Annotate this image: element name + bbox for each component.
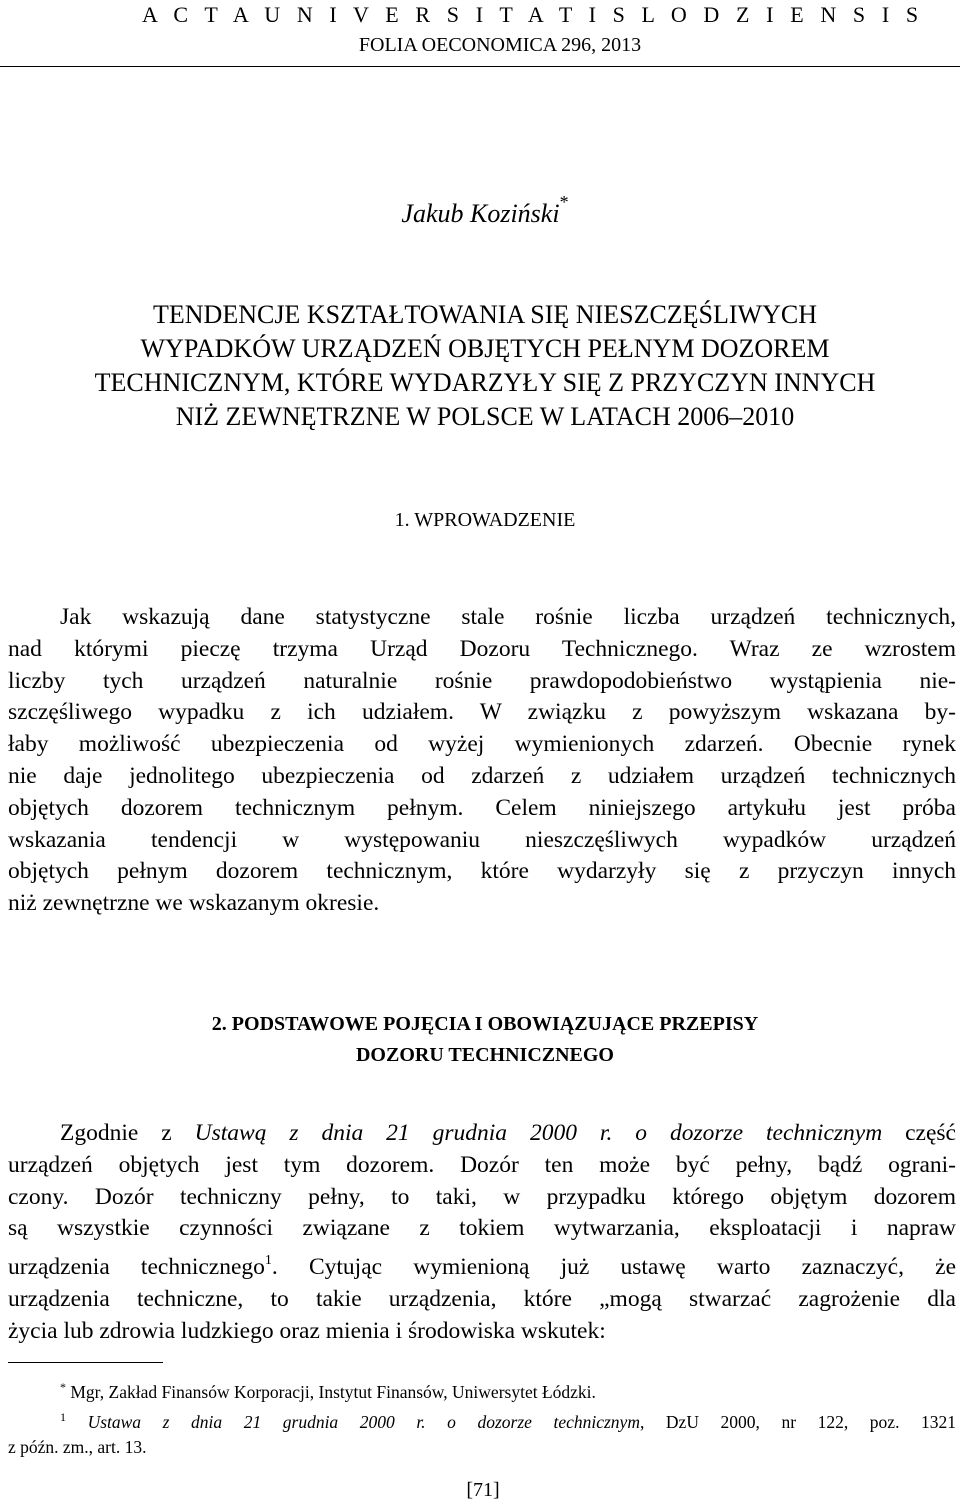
title-line: NIŻ ZEWNĘTRZNE W POLSCE W LATACH 2006–2010	[175, 402, 795, 431]
journal-name: A C T A U N I V E R S I T A T I S L O D Z I E N S I S	[142, 2, 924, 27]
footnote-1	[8, 1405, 956, 1435]
header-rule	[0, 66, 960, 67]
definitions-paragraph	[8, 1118, 956, 1348]
section-heading-definitions	[0, 1009, 960, 1071]
text-line: urządzeń objętych jest tym dozorem. Dozór ten może być pełny, bądź ograni-	[8, 1151, 956, 1178]
author-name: Jakub Koziński	[401, 199, 560, 228]
text-line: urządzenia techniczne, to takie urządzenia, które „mogą stwarzać zagrożenie dla	[8, 1285, 956, 1312]
footnote-text: Mgr, Zakład Finansów Korporacji, Instytut Finansów, Uniwersytet Łódzki.	[70, 1382, 596, 1402]
title-line: TECHNICZNYM, KTÓRE WYDARZYŁY SIĘ Z PRZYCZYN INNYCH	[94, 368, 876, 397]
heading-line: DOZORU TECHNICZNEGO	[355, 1044, 614, 1066]
text-span: część	[882, 1120, 956, 1146]
text-line: objętych dozorem technicznym pełnym. Celem niniejszego artykułu jest próba	[8, 794, 956, 821]
text-line: czony. Dozór techniczny pełny, to taki, w przypadku którego objętym dozorem	[8, 1183, 956, 1210]
text-span: Zgodnie z	[60, 1120, 195, 1146]
footnote-mark: *	[60, 1380, 66, 1394]
text-line: są wszystkie czynności związane z tokiem wytwarzania, eksploatacji i napraw	[8, 1215, 956, 1242]
text-line: objętych pełnym dozorem technicznym, które wydarzyły się z przyczyn innych	[8, 858, 956, 885]
text-span: . Cytując wymienioną już ustawę warto zaznaczyć, że	[271, 1254, 957, 1281]
footnote-mark: 1	[60, 1410, 66, 1424]
text-line: łaby możliwość ubezpieczenia od wyżej wymienionych zdarzeń. Obecnie rynek	[8, 731, 956, 758]
footnote-reference[interactable]: 1	[264, 1253, 272, 1269]
text-line: życia lub zdrowia ludzkiego oraz mienia i środowiska wskutek:	[8, 1317, 606, 1344]
text-line: niż zewnętrzne we wskazanym okresie.	[8, 890, 380, 917]
author	[0, 192, 960, 229]
footnote-text: , DzU 2000, nr 122, poz. 1321	[639, 1412, 957, 1432]
page-number: [71]	[466, 1479, 500, 1501]
text-line: nad którymi pieczę trzyma Urząd Dozoru Technicznego. Wraz ze wzrostem	[8, 635, 956, 662]
article-title	[0, 298, 960, 434]
footnote-author	[8, 1375, 956, 1405]
text-line: wskazania tendencji w występowaniu nieszczęśliwych wypadków urządzeń	[8, 826, 956, 853]
text-line: szczęśliwego wypadku z ich udziałem. W związku z powyższym wskazana by-	[8, 699, 956, 726]
title-line: TENDENCJE KSZTAŁTOWANIA SIĘ NIESZCZĘŚLIWYCH	[153, 300, 817, 329]
heading-line: 2. PODSTAWOWE POJĘCIA I OBOWIĄZUJĄCE PRZEPISY	[211, 1013, 759, 1035]
text-line	[8, 1245, 956, 1284]
statute-reference: Ustawą z dnia 21 grudnia 2000 r. o dozorze technicznym	[194, 1120, 883, 1146]
text-line: nie daje jednolitego ubezpieczenia od zdarzeń z udziałem urządzeń technicznych	[8, 762, 956, 789]
section-heading-introduction: 1. WPROWADZENIE	[394, 509, 576, 531]
footnote-rule	[8, 1362, 163, 1363]
title-line: WYPADKÓW URZĄDZEŃ OBJĘTYCH PEŁNYM DOZOREM	[140, 334, 830, 363]
footnote-1-continued: z późn. zm., art. 13.	[8, 1437, 147, 1457]
text-line: Jak wskazują dane statystyczne stale rośnie liczba urządzeń technicznych,	[60, 604, 956, 630]
introduction-paragraph	[8, 602, 956, 920]
statute-reference: Ustawa z dnia 21 grudnia 2000 r. o dozorze technicznym	[87, 1412, 640, 1432]
text-line	[8, 1118, 956, 1150]
author-mark: *	[559, 192, 569, 212]
footnotes	[8, 1375, 956, 1460]
text-line: liczby tych urządzeń naturalnie rośnie prawdopodobieństwo wystąpienia nie-	[8, 667, 956, 694]
text-span: urządzenia technicznego	[8, 1254, 265, 1281]
journal-folio: FOLIA OECONOMICA 296, 2013	[358, 34, 642, 56]
